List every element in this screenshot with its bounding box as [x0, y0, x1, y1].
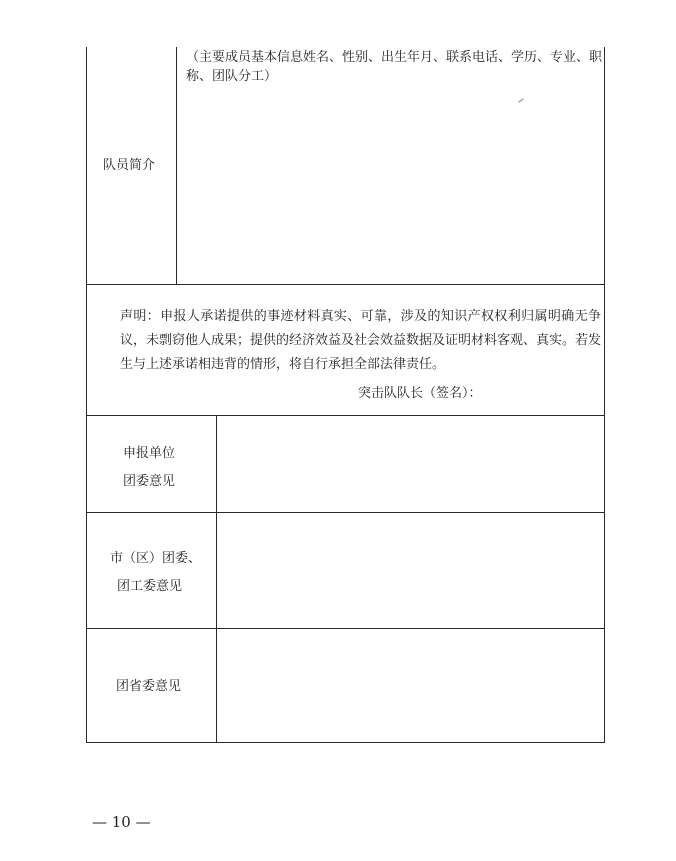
members-divider [176, 47, 177, 284]
opinion-row-1-bottom [86, 512, 605, 513]
applicant-unit-opinion-field[interactable] [218, 417, 603, 511]
members-row-bottom [86, 284, 605, 285]
declaration-body: 声明：申报人承诺提供的事迹材料真实、可靠，涉及的知识产权权利归属明确无争议，未剽窃他人成果；提供的经济效益及社会效益数据及证明材料客观、真实。若发生与上述承诺相违背的情形，将自行承担全部法律责任。 [120, 309, 602, 372]
members-note: （主要成员基本信息姓名、性别、出生年月、联系电话、学历、专业、职称、团队分工） [186, 50, 603, 84]
table-left-border [86, 47, 87, 743]
table-bottom-border [86, 742, 605, 743]
city-committee-label-line2: 团工委意见 [117, 579, 183, 594]
table-right-border [604, 47, 605, 743]
opinion-divider [216, 415, 217, 743]
provincial-committee-opinion-field[interactable] [218, 630, 603, 741]
leader-signature-label: 突击队队长（签名）： [358, 386, 482, 401]
page-number: — 10 — [92, 813, 151, 831]
city-committee-opinion-field[interactable] [218, 514, 603, 627]
declaration-text [96, 305, 601, 377]
pen-mark [518, 98, 523, 102]
provincial-committee-label: 团省委意见 [116, 679, 182, 694]
applicant-unit-label-line1: 申报单位 [123, 446, 176, 461]
declaration-row-bottom [86, 415, 605, 416]
applicant-unit-label-line2: 团委意见 [123, 474, 176, 489]
city-committee-label-line1: 市（区）团委、 [110, 551, 202, 566]
opinion-row-2-bottom [86, 628, 605, 629]
members-label: 队员简介 [103, 158, 156, 173]
